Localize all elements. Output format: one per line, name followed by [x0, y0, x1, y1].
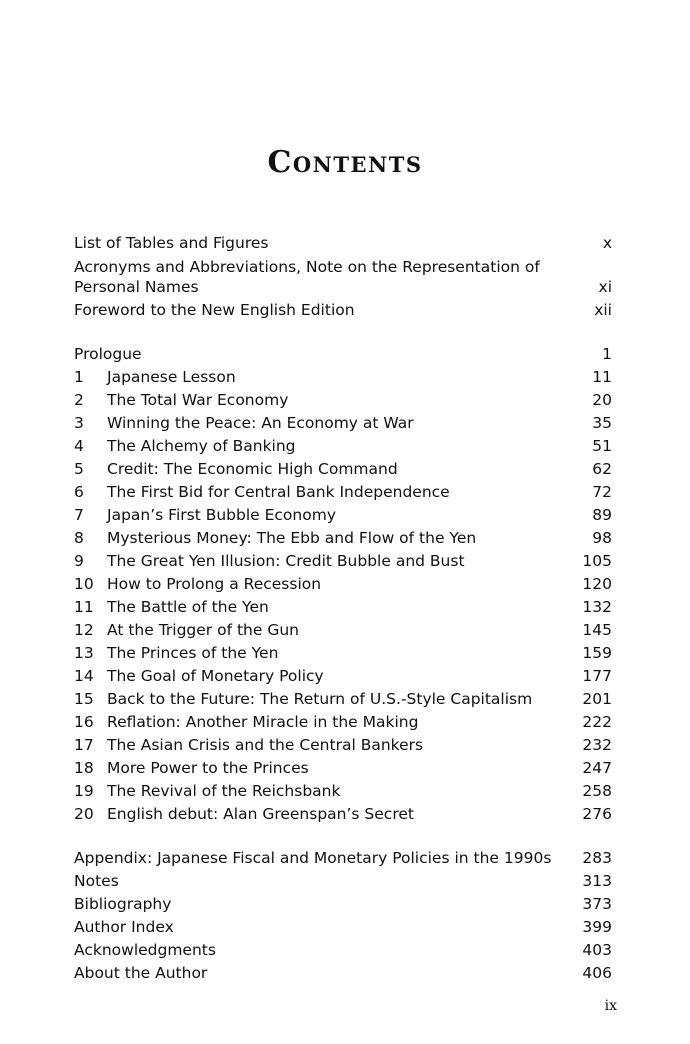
chapter-title-group — [74, 757, 309, 780]
toc-entry-label: Acronyms and Abbreviations, Note on the Representation of Personal Names — [74, 258, 540, 296]
toc-entry-page: 373 — [582, 895, 612, 913]
toc-entry-page: 177 — [582, 667, 612, 685]
chapter-title: The Alchemy of Banking — [107, 437, 296, 455]
chapter-title-group — [74, 527, 476, 550]
toc-entry-chapter — [74, 711, 612, 734]
toc-entry-chapter — [74, 550, 612, 573]
chapter-title: At the Trigger of the Gun — [107, 621, 299, 639]
chapter-number: 5 — [74, 460, 84, 478]
toc-entry-chapter — [74, 596, 612, 619]
toc-entry-chapter — [74, 803, 612, 826]
chapter-title-group — [74, 389, 288, 412]
toc-entry-page: x — [602, 234, 612, 252]
chapter-number: 4 — [74, 437, 84, 455]
toc-entry-page: 258 — [582, 782, 612, 800]
toc-entry — [74, 893, 612, 916]
chapter-number: 9 — [74, 552, 84, 570]
chapter-title-group — [74, 803, 414, 826]
toc-entry-page: 20 — [592, 391, 612, 409]
chapter-number: 16 — [74, 713, 94, 731]
chapter-title: Japanese Lesson — [107, 368, 236, 386]
chapter-title-group — [74, 734, 423, 757]
toc-entry-chapter — [74, 642, 612, 665]
toc-entry — [74, 916, 612, 939]
toc-entry-page: 35 — [592, 414, 612, 432]
toc-entry-page: 406 — [582, 964, 612, 982]
toc-entry-page: 62 — [592, 460, 612, 478]
toc-entry-chapter — [74, 435, 612, 458]
chapter-title-group — [74, 711, 418, 734]
chapter-number: 14 — [74, 667, 94, 685]
page-number: ix — [604, 998, 617, 1014]
toc-entry-page: 72 — [592, 483, 612, 501]
toc-entry-label: Author Index — [74, 918, 174, 936]
chapter-number: 7 — [74, 506, 84, 524]
chapter-number: 15 — [74, 690, 94, 708]
page-title: Contents — [267, 145, 423, 180]
toc-entry-page: 159 — [582, 644, 612, 662]
toc-chapters — [74, 343, 612, 826]
toc-entry — [74, 962, 612, 985]
toc-entry — [74, 847, 612, 870]
chapter-title: The Revival of the Reichsbank — [107, 782, 341, 800]
chapter-title: The Total War Economy — [107, 391, 289, 409]
toc-entry-page: 313 — [582, 872, 612, 890]
chapter-title-group — [74, 665, 324, 688]
toc-entry-chapter — [74, 504, 612, 527]
toc-entry — [74, 870, 612, 893]
toc-entry-chapter — [74, 481, 612, 504]
chapter-title-group — [74, 412, 414, 435]
chapter-title: How to Prolong a Recession — [107, 575, 322, 593]
toc-entry-page: 105 — [582, 552, 612, 570]
toc-entry-chapter — [74, 573, 612, 596]
chapter-number: 20 — [74, 805, 94, 823]
toc-entry-page: 283 — [582, 849, 612, 867]
chapter-title: English debut: Alan Greenspan’s Secret — [107, 805, 414, 823]
toc-entry-page: 120 — [582, 575, 612, 593]
toc-entry-label: About the Author — [74, 964, 208, 982]
chapter-number: 8 — [74, 529, 84, 547]
toc-entry-page: 399 — [582, 918, 612, 936]
toc-entry-page: 1 — [602, 345, 612, 363]
chapter-title: Japan’s First Bubble Economy — [107, 506, 336, 524]
toc-entry-label: Bibliography — [74, 895, 172, 913]
toc-entry-chapter — [74, 389, 612, 412]
chapter-number: 18 — [74, 759, 94, 777]
chapter-title: The First Bid for Central Bank Independence — [107, 483, 450, 501]
toc-entry-prologue — [74, 343, 612, 366]
toc-entry-chapter — [74, 458, 612, 481]
chapter-title-group — [74, 780, 340, 803]
toc-entry-page: 201 — [582, 690, 612, 708]
chapter-title-group — [74, 688, 532, 711]
toc-entry-page: 89 — [592, 506, 612, 524]
toc-entry — [74, 299, 612, 322]
chapter-title-group — [74, 481, 450, 504]
chapter-title-group — [74, 504, 336, 527]
toc-entry-chapter — [74, 412, 612, 435]
toc-entry-page: xii — [594, 301, 612, 319]
toc-entry-page: 132 — [582, 598, 612, 616]
chapter-number: 10 — [74, 575, 94, 593]
toc-entry-page: 145 — [582, 621, 612, 639]
toc-entry-page: 51 — [592, 437, 612, 455]
chapter-number: 12 — [74, 621, 94, 639]
chapter-title: The Battle of the Yen — [107, 598, 269, 616]
chapter-title: Back to the Future: The Return of U.S.-Style Capitalism — [107, 690, 533, 708]
chapter-title-group — [74, 596, 269, 619]
chapter-title: Mysterious Money: The Ebb and Flow of the Yen — [107, 529, 477, 547]
chapter-title: The Princes of the Yen — [107, 644, 279, 662]
chapter-number: 2 — [74, 391, 84, 409]
toc-entry-page: 232 — [582, 736, 612, 754]
chapter-title-group — [74, 458, 398, 481]
toc-back-matter — [74, 847, 612, 985]
chapter-title: The Asian Crisis and the Central Bankers — [107, 736, 424, 754]
toc-entry-page: 11 — [592, 368, 612, 386]
toc-entry-label: Prologue — [74, 345, 142, 363]
chapter-list — [74, 366, 612, 826]
chapter-number: 6 — [74, 483, 84, 501]
toc-entry-chapter — [74, 688, 612, 711]
chapter-title: Winning the Peace: An Economy at War — [107, 414, 414, 432]
chapter-number: 13 — [74, 644, 94, 662]
chapter-title-group — [74, 573, 321, 596]
toc-entry-chapter — [74, 734, 612, 757]
chapter-number: 3 — [74, 414, 84, 432]
toc-entry-label: Notes — [74, 872, 119, 890]
toc-entry — [74, 257, 612, 297]
toc-entry-chapter — [74, 366, 612, 389]
chapter-title: The Goal of Monetary Policy — [107, 667, 324, 685]
toc-entry — [74, 232, 612, 255]
chapter-title: The Great Yen Illusion: Credit Bubble and Bust — [107, 552, 465, 570]
toc-entry-chapter — [74, 757, 612, 780]
chapter-number: 1 — [74, 368, 84, 386]
chapter-number: 11 — [74, 598, 94, 616]
chapter-number: 17 — [74, 736, 94, 754]
chapter-title: More Power to the Princes — [107, 759, 309, 777]
toc-entry-page: 403 — [582, 941, 612, 959]
chapter-title: Reflation: Another Miracle in the Making — [107, 713, 419, 731]
chapter-title-group — [74, 435, 296, 458]
toc-entry-label: Appendix: Japanese Fiscal and Monetary Policies in the 1990s — [74, 849, 552, 867]
toc-entry-page: 222 — [582, 713, 612, 731]
toc-entry-label: List of Tables and Figures — [74, 234, 269, 252]
toc-entry-chapter — [74, 780, 612, 803]
toc-entry-page: 98 — [592, 529, 612, 547]
toc-entry-chapter — [74, 527, 612, 550]
chapter-title-group — [74, 642, 278, 665]
chapter-number: 19 — [74, 782, 94, 800]
chapter-title-group — [74, 366, 236, 389]
toc-entry-page: 247 — [582, 759, 612, 777]
toc-entry-chapter — [74, 665, 612, 688]
toc-entry-page: xi — [598, 278, 612, 296]
toc-entry-label: Foreword to the New English Edition — [74, 301, 355, 319]
toc-entry-page: 276 — [582, 805, 612, 823]
toc-entry — [74, 939, 612, 962]
chapter-title-group — [74, 619, 299, 642]
toc-entry-chapter — [74, 619, 612, 642]
toc-entry-label: Acknowledgments — [74, 941, 216, 959]
chapter-title: Credit: The Economic High Command — [107, 460, 398, 478]
chapter-title-group — [74, 550, 465, 573]
toc-front-matter — [74, 232, 612, 322]
